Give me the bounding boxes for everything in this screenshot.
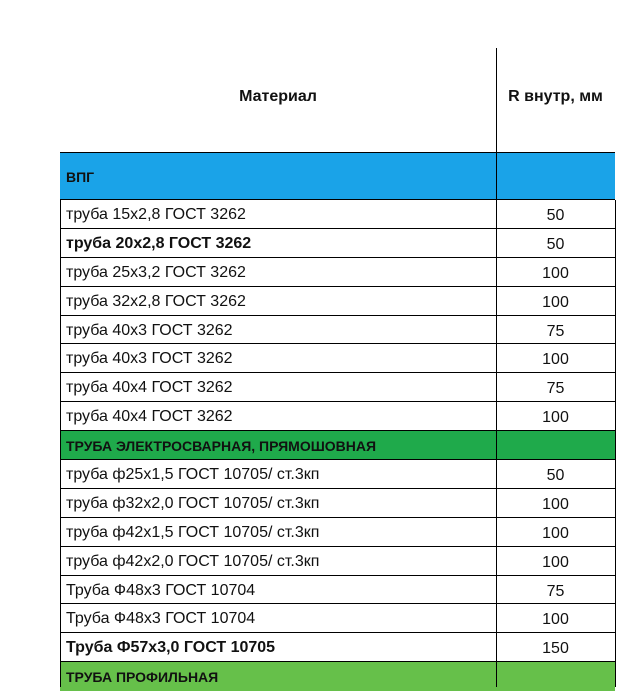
cell-material: труба 40х3 ГОСТ 3262 bbox=[66, 350, 233, 368]
cell-material: труба 20х2,8 ГОСТ 3262 bbox=[66, 234, 252, 252]
cell-material: труба ф42х2,0 ГОСТ 10705/ ст.3кп bbox=[66, 552, 320, 570]
column-divider bbox=[496, 48, 497, 687]
cell-radius: 100 bbox=[542, 264, 569, 282]
table-row[interactable] bbox=[60, 576, 615, 605]
cell-material: труба 32х2,8 ГОСТ 3262 bbox=[66, 292, 246, 310]
cell-material: ТРУБА ЭЛЕКТРОСВАРНАЯ, ПРЯМОШОВНАЯ bbox=[66, 438, 377, 455]
table-row[interactable] bbox=[60, 229, 615, 258]
cell-material: труба 40х3 ГОСТ 3262 bbox=[66, 321, 233, 339]
cell-radius: 50 bbox=[546, 235, 565, 253]
table-row[interactable] bbox=[60, 604, 615, 633]
table-header bbox=[60, 48, 615, 152]
table-row[interactable] bbox=[60, 547, 615, 576]
cell-material: труба 40х4 ГОСТ 3262 bbox=[66, 408, 233, 426]
cell-radius: 100 bbox=[542, 351, 569, 369]
cell-radius: 75 bbox=[546, 380, 565, 398]
table-row[interactable] bbox=[60, 460, 615, 489]
cell-radius: 75 bbox=[546, 322, 565, 340]
table-row[interactable] bbox=[60, 373, 615, 402]
cell-material: Труба Ф57х3,0 ГОСТ 10705 bbox=[66, 639, 276, 657]
cell-material: труба ф25х1,5 ГОСТ 10705/ ст.3кп bbox=[66, 466, 320, 484]
table-row[interactable] bbox=[60, 200, 615, 229]
table-row[interactable] bbox=[60, 402, 615, 431]
table-row[interactable] bbox=[60, 344, 615, 373]
right-border bbox=[615, 200, 616, 687]
cell-material: Труба Ф48х3 ГОСТ 10704 bbox=[66, 610, 256, 628]
cell-material: труба ф42х1,5 ГОСТ 10705/ ст.3кп bbox=[66, 523, 320, 541]
section-row[interactable] bbox=[60, 153, 615, 200]
header-material: Материал bbox=[239, 88, 317, 105]
table-row[interactable] bbox=[60, 258, 615, 287]
table-body bbox=[60, 153, 615, 691]
cell-radius: 100 bbox=[542, 524, 569, 542]
cell-material: ВПГ bbox=[66, 169, 95, 185]
cell-radius: 100 bbox=[542, 409, 569, 427]
cell-radius: 100 bbox=[542, 553, 569, 571]
cell-radius: 150 bbox=[542, 640, 569, 658]
cell-material: труба 15х2,8 ГОСТ 3262 bbox=[66, 206, 246, 223]
cell-material: ТРУБА ПРОФИЛЬНАЯ bbox=[66, 669, 219, 686]
cell-radius: 50 bbox=[546, 207, 565, 224]
cell-material: Труба Ф48х3 ГОСТ 10704 bbox=[66, 581, 256, 599]
table-row[interactable] bbox=[60, 489, 615, 518]
cell-material: труба ф32х2,0 ГОСТ 10705/ ст.3кп bbox=[66, 494, 320, 512]
cell-material: труба 25х3,2 ГОСТ 3262 bbox=[66, 263, 246, 281]
table-row[interactable] bbox=[60, 316, 615, 345]
cell-radius: 100 bbox=[542, 293, 569, 311]
cell-radius: 100 bbox=[542, 495, 569, 513]
cell-radius: 100 bbox=[542, 611, 569, 629]
header-radius: R внутр, мм bbox=[508, 88, 603, 105]
table-row[interactable] bbox=[60, 518, 615, 547]
cell-material: труба 40х4 ГОСТ 3262 bbox=[66, 379, 233, 397]
section-row[interactable] bbox=[60, 431, 615, 460]
cell-radius: 50 bbox=[546, 467, 565, 485]
table-row[interactable] bbox=[60, 633, 615, 662]
cell-radius: 75 bbox=[546, 582, 565, 600]
table-row[interactable] bbox=[60, 287, 615, 316]
left-border bbox=[60, 200, 61, 687]
